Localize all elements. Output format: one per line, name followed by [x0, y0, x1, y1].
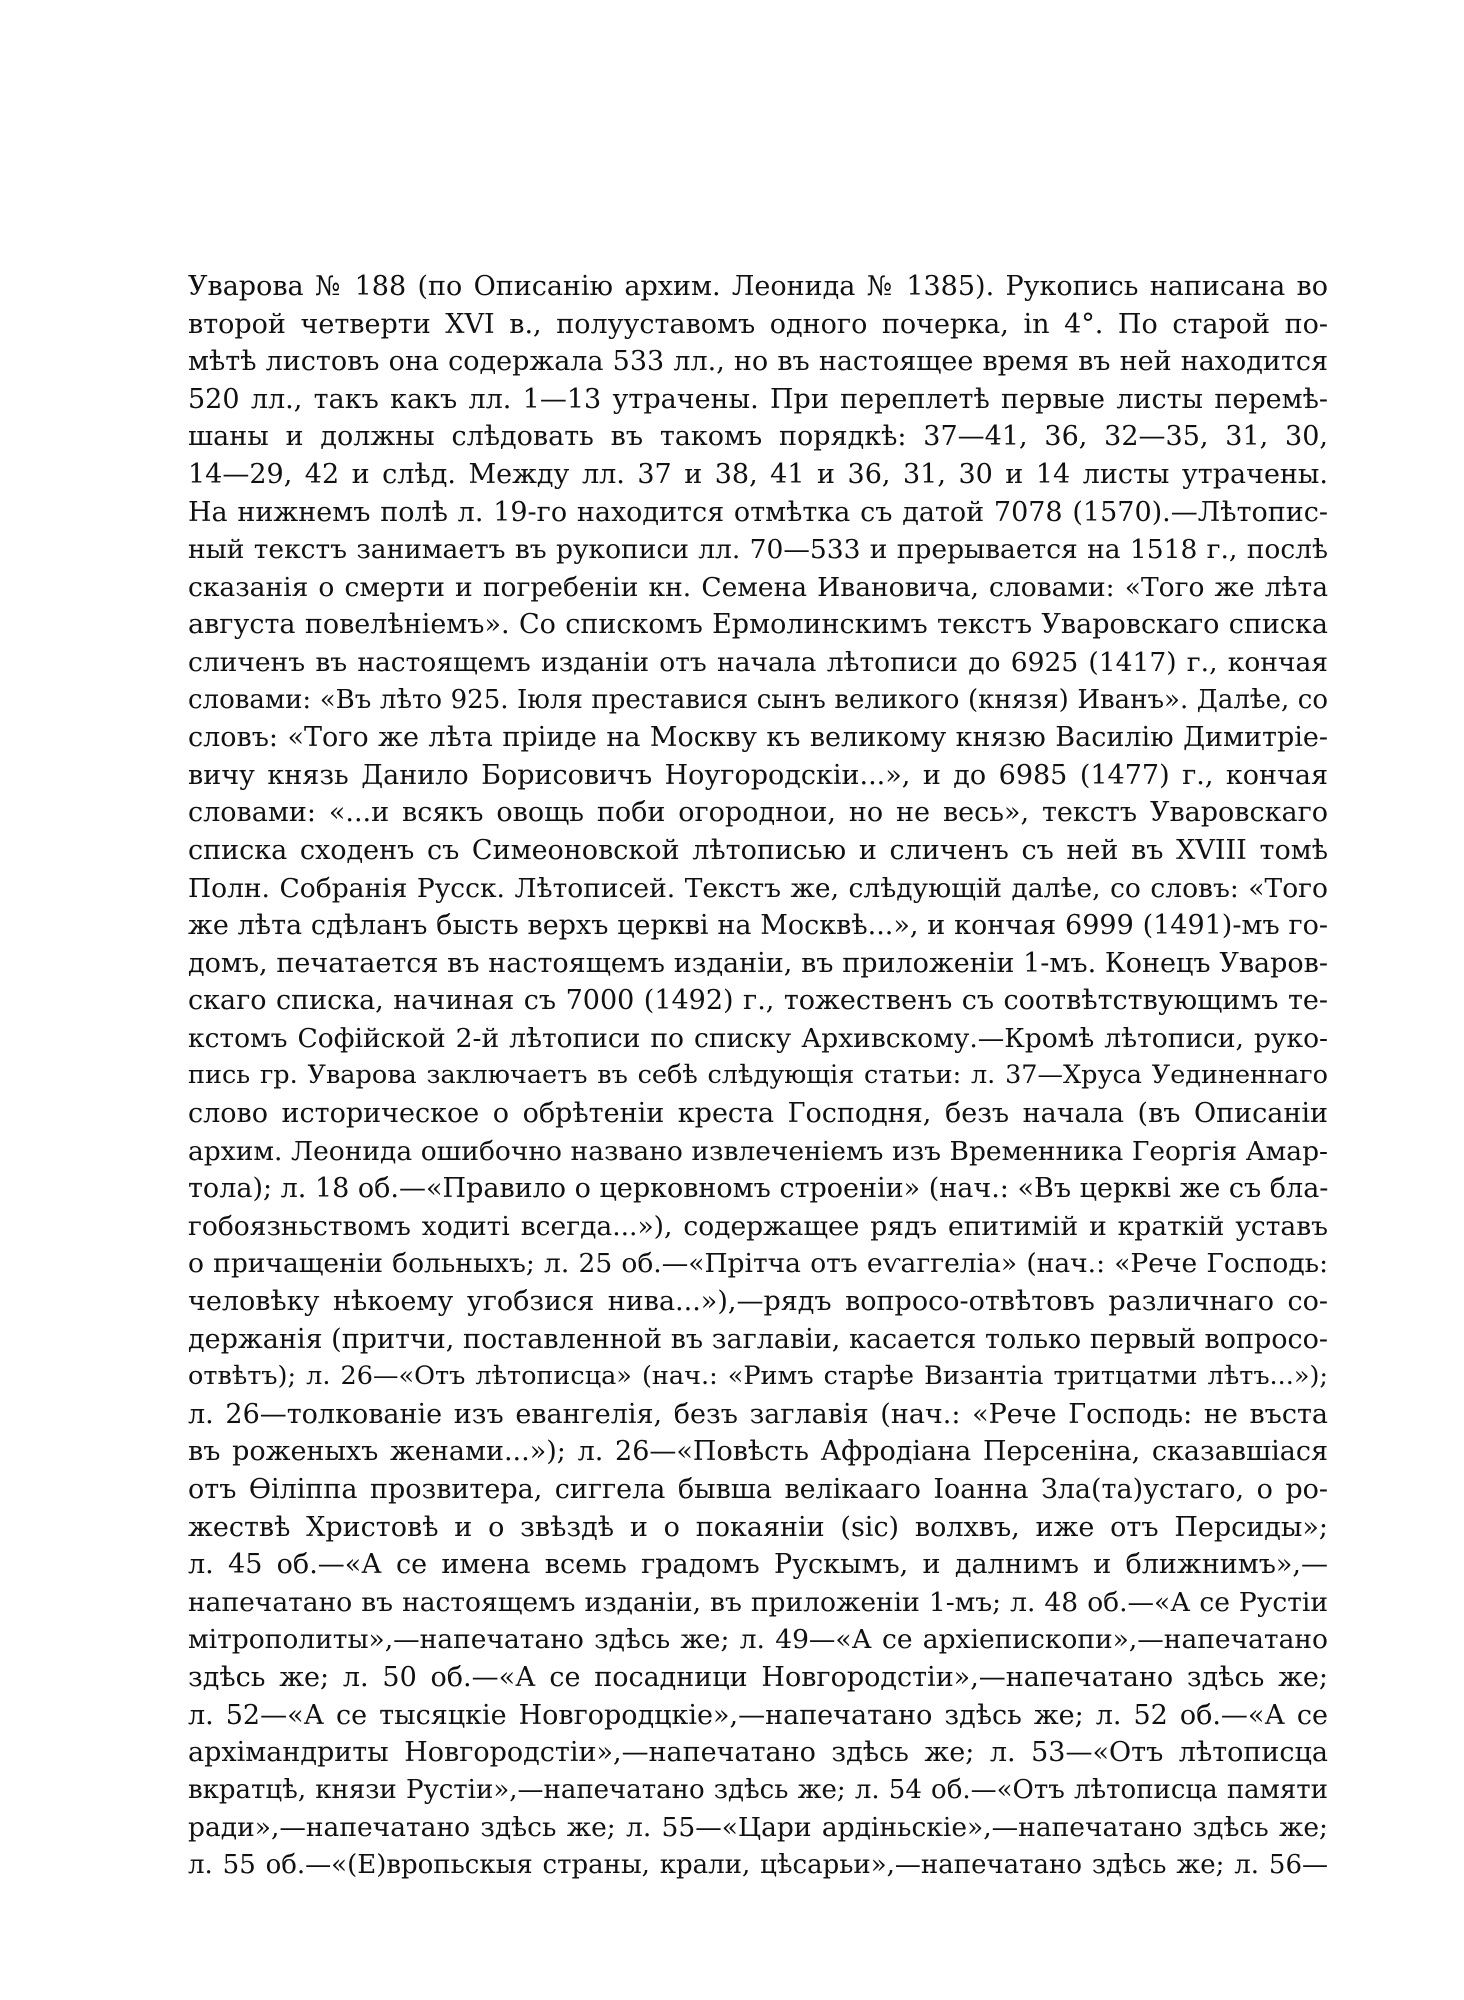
text-line: архімандриты Новгородстіи»,—напечатано здѣсь же; л. 53—«Отъ лѣтописца	[188, 1737, 1328, 1769]
text-line: Уварова № 188 (по Описанію архим. Леонида № 1385). Рукопись написана во	[188, 271, 1328, 302]
text-line: пись гр. Уварова заключаетъ въ себѣ слѣдующія статьи: л. 37—Хруса Уединеннаго	[188, 1060, 1328, 1091]
text-line: ный текстъ занимаетъ въ рукописи лл. 70—533 и прерывается на 1518 г., послѣ	[188, 534, 1328, 566]
text-line: о причащеніи больныхъ; л. 25 об.—«Прітча отъ еѵаггеліа» (нач.: «Рече Господь:	[188, 1248, 1328, 1280]
body-text	[188, 268, 1328, 1885]
text-line: жествѣ Христовѣ и о звѣздѣ и о покаяніи (sic) волхвъ, иже отъ Персиды»;	[188, 1511, 1328, 1543]
text-line: держанія (притчи, поставленной въ заглавіи, касается только первый вопросо-	[188, 1323, 1328, 1355]
text-line: второй четверти XVI в., полууставомъ одного почерка, in 4°. По старой по-	[188, 308, 1328, 340]
text-line: гобоязньствомъ ходиті всегда...»), содержащее рядъ епитимій и краткій уставъ	[188, 1210, 1328, 1242]
text-line: словами: «...и всякъ овощь поби огороднои, но не весь», текстъ Уваровскаго	[188, 797, 1328, 829]
text-line: слово историческое о обрѣтеніи креста Господня, безъ начала (въ Описаніи	[188, 1098, 1328, 1130]
text-line: въ роженыхъ женами...»); л. 26—«Повѣсть Афродіана Персеніна, сказавшіася	[188, 1436, 1328, 1468]
text-line: человѣку нѣкоему угобзися нива...»),—рядъ вопросо-отвѣтовъ различнаго со-	[188, 1286, 1328, 1318]
text-line: архим. Леонида ошибочно названо извлеченіемъ изъ Временника Георгія Амар-	[188, 1135, 1328, 1167]
text-line: словъ: «Того же лѣта пріиде на Москву къ великому князю Василію Димитріе-	[188, 722, 1328, 754]
text-line: л. 52—«А се тысяцкіе Новгородцкіе»,—напечатано здѣсь же; л. 52 об.—«А се	[188, 1699, 1328, 1731]
text-line: вкратцѣ, князи Рустіи»,—напечатано здѣсь же; л. 54 об.—«Отъ лѣтописца памяти	[188, 1774, 1328, 1805]
text-line: сказанія о смерти и погребеніи кн. Семена Ивановича, словами: «Того же лѣта	[188, 571, 1328, 603]
text-line: мѣтѣ листовъ она содержала 533 лл., но въ настоящее время въ ней находится	[188, 346, 1328, 378]
text-line: же лѣта сдѣланъ бысть верхъ церкві на Москвѣ...», и кончая 6999 (1491)-мъ го-	[188, 910, 1328, 942]
text-line: вичу князь Данило Борисовичъ Ноугородскіи...», и до 6985 (1477) г., кончая	[188, 759, 1328, 791]
text-line: словами: «Въ лѣто 925. Іюля преставися сынъ великого (князя) Иванъ». Далѣе, со	[188, 684, 1328, 715]
text-line: кстомъ Софійской 2-й лѣтописи по списку Архивскому.—Кромѣ лѣтописи, руко-	[188, 1022, 1328, 1054]
text-line: здѣсь же; л. 50 об.—«А се посадници Новгородстіи»,—напечатано здѣсь же;	[188, 1661, 1328, 1693]
text-line: л. 55 об.—«(Е)вропьскыя страны, крали, цѣсарьи»,—напечатано здѣсь же; л. 56—	[188, 1849, 1328, 1880]
text-line: мітрополиты»,—напечатано здѣсь же; л. 49—«А се архіепископи»,—напечатано	[188, 1624, 1328, 1656]
text-line: напечатано въ настоящемъ изданіи, въ приложеніи 1-мъ; л. 48 об.—«А се Рустіи	[188, 1586, 1328, 1618]
text-line: шаны и должны слѣдовать въ такомъ порядкѣ: 37—41, 36, 32—35, 31, 30,	[188, 421, 1328, 453]
text-line: Полн. Собранія Русск. Лѣтописей. Текстъ же, слѣдующій далѣе, со словъ: «Того	[188, 872, 1328, 904]
text-line: списка сходенъ съ Симеоновской лѣтописью и сличенъ съ ней въ XVIII томѣ	[188, 834, 1328, 866]
text-line: тола); л. 18 об.—«Правило о церковномъ строеніи» (нач.: «Въ церкві же съ бла-	[188, 1173, 1328, 1205]
text-line: отъ Ѳіліппа прозвитера, сиггела бывша велікааго Іоанна Зла(та)устаго, о ро-	[188, 1474, 1328, 1505]
text-line: сличенъ въ настоящемъ изданіи отъ начала лѣтописи до 6925 (1417) г., кончая	[188, 646, 1328, 678]
text-line: отвѣтъ); л. 26—«Отъ лѣтописца» (нач.: «Римъ старѣе Византіа тритцатми лѣтъ...»);	[188, 1361, 1328, 1392]
text-line: 520 лл., такъ какъ лл. 1—13 утрачены. При переплетѣ первые листы перемѣ-	[188, 383, 1328, 415]
text-line: домъ, печатается въ настоящемъ изданіи, въ приложеніи 1-мъ. Конецъ Уваров-	[188, 947, 1328, 979]
text-line: л. 45 об.—«А се имена всемь градомъ Рускымъ, и далнимъ и ближнимъ»,—	[188, 1549, 1328, 1581]
text-line: скаго списка, начиная съ 7000 (1492) г., тожественъ съ соотвѣтствующимъ те-	[188, 985, 1328, 1017]
text-line: августа повелѣніемъ». Со спискомъ Ермолинскимъ текстъ Уваровскаго списка	[188, 609, 1328, 641]
text-line: л. 26—толкованіе изъ евангелія, безъ заглавія (нач.: «Рече Господь: не въста	[188, 1398, 1328, 1430]
text-line: 14—29, 42 и слѣд. Между лл. 37 и 38, 41 и 36, 31, 30 и 14 листы утрачены.	[188, 458, 1328, 490]
text-line: ради»,—напечатано здѣсь же; л. 55—«Цари ардіньскіе»,—напечатано здѣсь же;	[188, 1812, 1328, 1844]
text-line: На нижнемъ полѣ л. 19-го находится отмѣтка съ датой 7078 (1570).—Лѣтопис-	[188, 496, 1328, 528]
